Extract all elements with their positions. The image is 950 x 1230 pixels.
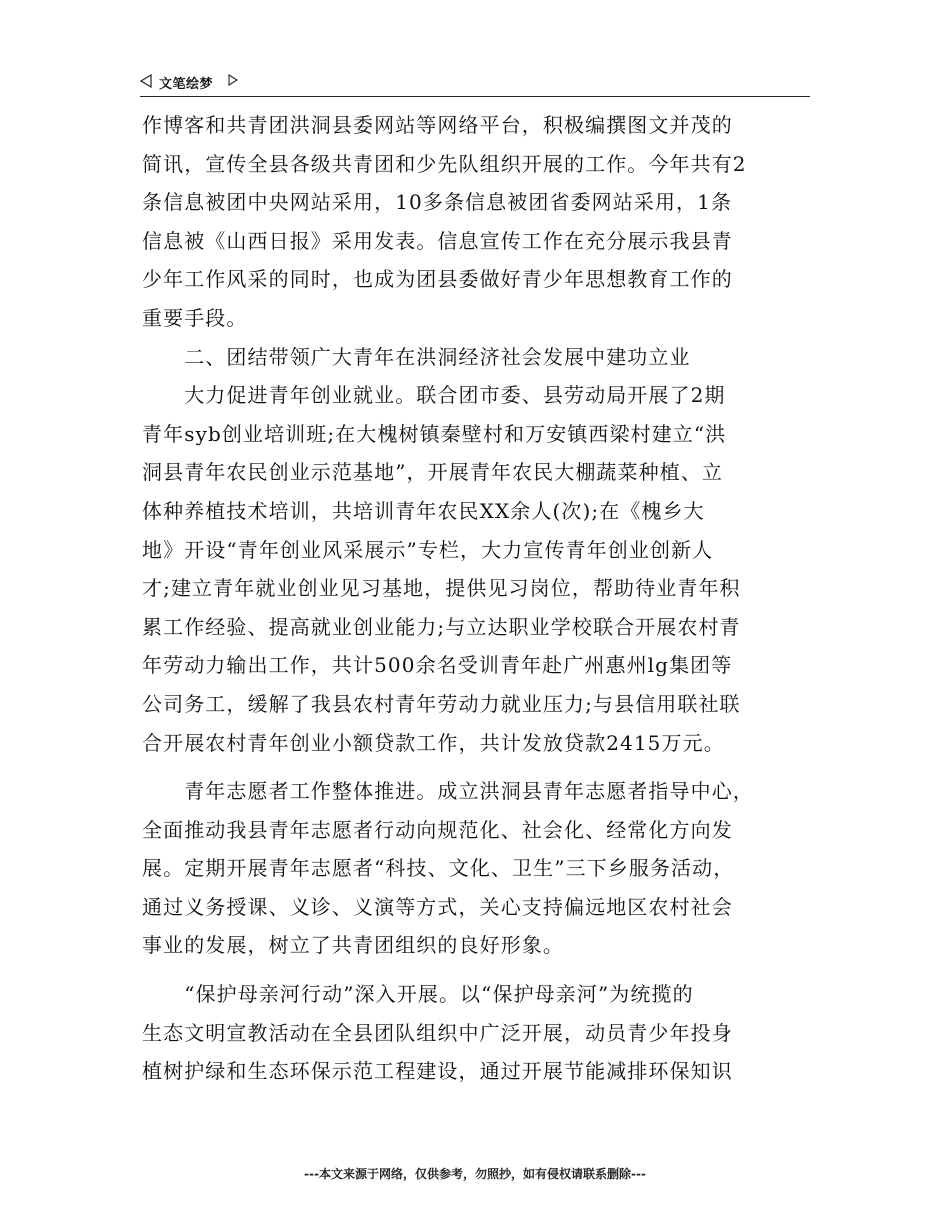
text-line: 年劳动力输出工作，共计500余名受训青年赴广州惠州lg集团等	[142, 653, 733, 678]
text-line: 事业的发展，树立了共青团组织的良好形象。	[142, 933, 564, 958]
text-line: 合开展农村青年创业小额贷款工作，共计发放贷款2415万元。	[142, 730, 725, 755]
text-line: 通过义务授课、义诊、义演等方式，关心支持偏远地区农村社会	[142, 894, 733, 919]
text-line: 重要手段。	[142, 305, 248, 330]
page-header	[140, 70, 810, 97]
document-body	[142, 106, 810, 1091]
text-line: 青年志愿者工作整体推进。成立洪洞县青年志愿者指导中心，	[142, 779, 754, 804]
text-line: 简讯，宣传全县各级共青团和少先队组织开展的工作。今年共有2	[142, 151, 747, 176]
text-line: 累工作经验、提高就业创业能力;与立达职业学校联合开展农村青	[142, 614, 741, 639]
text-line: 公司务工，缓解了我县农村青年劳动力就业压力;与县信用联社联	[142, 691, 741, 716]
text-line: 少年工作风采的同时，也成为团县委做好青少年思想教育工作的	[142, 267, 733, 292]
text-line: 植树护绿和生态环保示范工程建设，通过开展节能减排环保知识	[142, 1059, 733, 1084]
text-line: 全面推动我县青年志愿者行动向规范化、社会化、经常化方向发	[142, 817, 733, 842]
text-line: 作博客和共青团洪洞县委网站等网络平台，积极编撰图文并茂的	[142, 113, 733, 137]
text-line: 信息被《山西日报》采用发表。信息宣传工作在充分展示我县青	[142, 228, 733, 253]
page-footer: ---本文来源于网络，仅供参考，勿照抄，如有侵权请联系删除---	[304, 1167, 646, 1181]
text-line: 大力促进青年创业就业。联合团市委、县劳动局开展了2期	[142, 383, 726, 408]
header-brand: 文笔绘梦	[159, 77, 214, 92]
triangle-right-icon	[228, 74, 238, 86]
text-line: 生态文明宣教活动在全县团队组织中广泛开展，动员青少年投身	[142, 1020, 733, 1045]
text-line: 青年syb创业培训班;在大槐树镇秦壁村和万安镇西梁村建立“洪	[142, 421, 727, 446]
text-line: 才;建立青年就业创业见习基地，提供见习岗位，帮助待业青年积	[142, 576, 741, 601]
text-line: 条信息被团中央网站采用，10多条信息被团省委网站采用，1条	[142, 190, 733, 215]
section-heading: 二、团结带领广大青年在洪洞经济社会发展中建功立业	[142, 344, 691, 369]
text-line: 体种养植技术培训，共培训青年农民XX余人(次);在《槐乡大	[142, 498, 705, 523]
text-line: 展。定期开展青年志愿者“科技、文化、卫生”三下乡服务活动，	[142, 856, 735, 881]
triangle-left-icon	[140, 74, 152, 88]
text-line: 洞县青年农民创业示范基地”，开展青年农民大棚蔬菜种植、立	[142, 460, 724, 485]
text-line: “保护母亲河行动”深入开展。以“保护母亲河”为统揽的	[142, 982, 694, 1007]
text-line: 地》开设“青年创业风采展示”专栏，大力宣传青年创业创新人	[142, 537, 714, 562]
